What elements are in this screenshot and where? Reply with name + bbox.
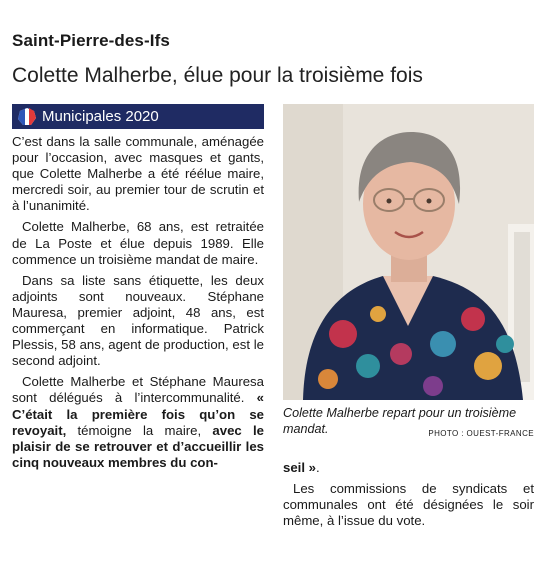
quote-part-3: seil »: [283, 460, 316, 475]
quote-part-1: « C’était la première fois qu’on se revoyait,: [12, 390, 264, 438]
portrait-photo: [283, 104, 534, 400]
photo-caption: Colette Malherbe repart pour un troisième mandat.: [283, 406, 517, 436]
article-body-continued: [283, 460, 534, 534]
france-map-icon: [12, 104, 42, 129]
paragraph-4-text: Colette Malherbe et Stéphane Mauresa sont délégués à l’intercommunalité.: [12, 374, 264, 406]
photo-credit: PHOTO : OUEST-FRANCE: [428, 429, 534, 438]
paragraph-2: Colette Malherbe, 68 ans, est retraitée de La Poste et élue depuis 1989. Elle commence un troisième mandat de maire.: [12, 219, 264, 267]
banner-label: Municipales 2020: [42, 108, 159, 125]
article-body: [12, 134, 264, 476]
paragraph-4: [12, 374, 264, 471]
article-headline: Colette Malherbe, élue pour la troisième fois: [12, 64, 423, 87]
paragraph-1: C’est dans la salle communale, aménagée pour l’occasion, avec masques et gants, que Colette Malherbe a été réélue maire, mercredi soir, au premier tour de scrutin et à l’unanimité.: [12, 134, 264, 214]
paragraph-4-text-2: témoigne la maire,: [66, 422, 213, 438]
paragraph-4-end-punct: .: [316, 460, 320, 475]
paragraph-3: Dans sa liste sans étiquette, les deux adjoints sont nouveaux. Stéphane Mauresa, premier adjoint, 48 ans, est commerçant en informatique. Patrick Plessis, 58 ans, agent de production, est le second adjoint.: [12, 272, 264, 369]
quote-part-2: avec le plaisir de se retrouver et d’accueillir les cinq nouveaux membres du con-: [12, 422, 265, 470]
paragraph-4-end: [283, 460, 534, 476]
section-banner: [12, 104, 264, 129]
location-heading: Saint-Pierre-des-Ifs: [12, 31, 170, 50]
paragraph-5: Les commissions de syndicats et communales ont été désignées le soir même, à l’issue du vote.: [283, 481, 534, 529]
